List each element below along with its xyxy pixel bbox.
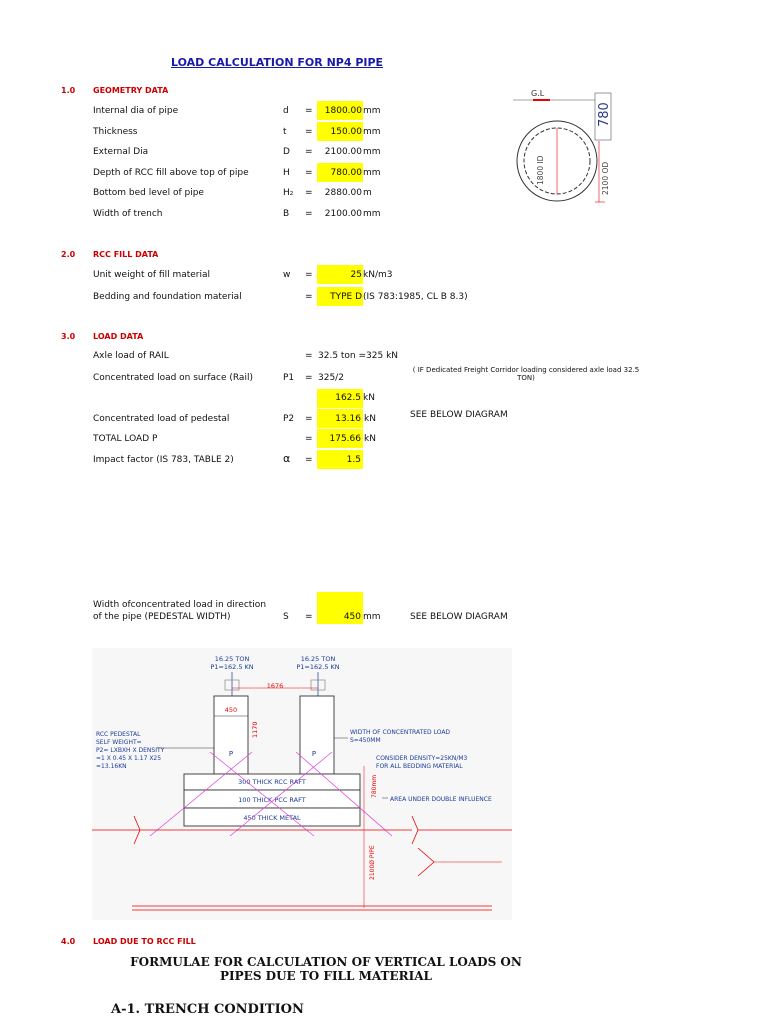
internal-dia-label: 1800 ID — [536, 155, 545, 185]
row-label: Thickness — [93, 126, 138, 137]
impact-factor-eq: = — [305, 455, 313, 465]
row-symbol: B — [283, 208, 290, 219]
row-label: Internal dia of pipe — [93, 106, 179, 116]
pedestal-note-line5: =13.16KN — [96, 763, 127, 770]
row-label: Width of trench — [93, 208, 163, 219]
row-value: 1800.00 — [324, 106, 362, 116]
conc-load-value: 325/2 — [318, 373, 344, 383]
row-label: Unit weight of fill material — [93, 270, 211, 280]
width-value: 450 — [343, 612, 361, 622]
see-below-note: SEE BELOW DIAGRAM — [410, 410, 508, 420]
section-heading: RCC FILL DATA — [93, 250, 159, 259]
section-heading: GEOMETRY DATA — [93, 86, 169, 95]
load-p-right: P — [311, 750, 317, 758]
row-unit: kN/m3 — [363, 270, 393, 280]
row-symbol: d — [283, 106, 289, 116]
row-equals: = — [305, 106, 313, 116]
width-unit: mm — [363, 612, 381, 622]
pipe-section-sketch — [505, 85, 625, 210]
row-equals: = — [305, 167, 313, 178]
row-equals: = — [305, 208, 313, 219]
pedestal-note-line2: SELF WEIGHT= — [96, 739, 142, 746]
row-value: 150.00 — [330, 126, 362, 137]
row-value: 780.00 — [330, 167, 362, 178]
row-label: Bedding and foundation material — [93, 291, 242, 302]
dfc-note: ( IF Dedicated Freight Corridor loading considered axle load 32.5 TON) — [412, 366, 640, 382]
layer-rcc-raft: 300 THICK RCC RAFT — [238, 778, 306, 786]
conc-load-symbol: P1 — [283, 373, 295, 383]
left-load-line2: P1=162.5 KN — [210, 663, 254, 671]
pedestal-load-symbol: P2 — [283, 414, 295, 424]
row-symbol: w — [283, 270, 291, 280]
depth-label: 780 — [597, 102, 612, 127]
width-label-line1: Width ofconcentrated load in direction — [93, 600, 267, 610]
section-number: 1.0 — [61, 86, 76, 95]
right-load-line1: 16.25 TON — [300, 655, 336, 663]
pedestal-width-dim: 450 — [224, 706, 238, 714]
width-label-line2: of the pipe (PEDESTAL WIDTH) — [93, 612, 231, 622]
row-unit: mm — [363, 106, 381, 116]
pedestal-note-line3: P2= LXBXH X DENSITY — [96, 747, 165, 754]
density-note-line1: CONSIDER DENSITY=25KN/M3 — [376, 755, 468, 762]
pedestal-load-value: 13.16 — [335, 414, 361, 424]
section-heading: LOAD DATA — [93, 332, 144, 341]
row-label: External Dia — [93, 147, 149, 157]
impact-factor-symbol: α — [283, 452, 291, 465]
row-unit: m — [363, 188, 372, 198]
axle-load-value: 32.5 ton =325 kN — [318, 351, 399, 361]
section-number: 2.0 — [61, 250, 76, 259]
section-number: 4.0 — [61, 937, 76, 946]
impact-factor-value: 1.5 — [346, 455, 361, 465]
row-label: Depth of RCC fill above top of pipe — [93, 167, 249, 178]
row-equals: = — [305, 291, 313, 302]
depth-dim: 780mm — [371, 774, 378, 798]
pedestal-note-line4: =1 X 0.45 X 1.17 X25 — [96, 755, 162, 762]
pedestal-load-label: Concentrated load of pedestal — [93, 414, 230, 424]
width-symbol: S — [283, 612, 289, 622]
formula-heading: FORMULAE FOR CALCULATION OF VERTICAL LOADS ON PIPES DUE TO FILL MATERIAL — [130, 955, 522, 983]
spacing-dim: 1676 — [266, 682, 284, 690]
density-note-line2: FOR ALL BEDDING MATERIAL — [376, 763, 463, 770]
trench-heading: A-1. TRENCH CONDITION — [111, 1002, 304, 1017]
conc-load-label: Concentrated load on surface (Rail) — [93, 373, 253, 383]
impact-factor-label: Impact factor (IS 783, TABLE 2) — [93, 455, 234, 465]
row-equals: = — [305, 270, 313, 280]
load-p-left: P — [228, 750, 234, 758]
width-note-line1: WIDTH OF CONCENTRATED LOAD — [350, 729, 451, 736]
row-value: 2100.00 — [324, 208, 362, 219]
row-equals: = — [305, 147, 313, 157]
layer-metal: 450 THICK METAL — [243, 814, 301, 822]
page-title: LOAD CALCULATION FOR NP4 PIPE — [171, 56, 384, 69]
total-load-label: TOTAL LOAD P — [93, 434, 158, 444]
row-unit: mm — [363, 167, 381, 178]
external-dia-label: 2100 OD — [601, 161, 610, 195]
width-eq: = — [305, 612, 313, 622]
double-influence-note: AREA UNDER DOUBLE INFLUENCE — [390, 796, 492, 803]
p1-unit: kN — [363, 393, 375, 403]
width-note-line2: S=450MM — [350, 737, 381, 744]
axle-load-eq: = — [305, 351, 313, 361]
row-symbol: D — [283, 147, 290, 157]
row-value: 2880.00 — [324, 188, 362, 198]
pedestal-load-eq: = — [305, 414, 313, 424]
total-load-eq: = — [305, 434, 313, 444]
pedestal-height-dim: 1170 — [251, 721, 259, 738]
row-equals: = — [305, 126, 313, 137]
pedestal-load-unit: kN — [364, 414, 376, 424]
layer-pcc-raft: 100 THICK PCC RAFT — [238, 796, 306, 804]
row-symbol: H₂ — [283, 188, 294, 198]
row-equals: = — [305, 188, 313, 198]
total-load-value: 175.66 — [329, 434, 361, 444]
see-below-note: SEE BELOW DIAGRAM — [410, 612, 508, 622]
pedestal-note-line1: RCC PEDESTAL — [96, 731, 141, 738]
row-unit: (IS 783:1985, CL B 8.3) — [363, 291, 468, 302]
row-unit: mm — [363, 208, 381, 219]
section-heading: LOAD DUE TO RCC FILL — [93, 937, 196, 946]
row-value: 2100.00 — [324, 147, 362, 157]
row-value: 25 — [350, 270, 362, 280]
section-number: 3.0 — [61, 332, 76, 341]
row-unit: mm — [363, 147, 381, 157]
pipe-dim: 2100Ø PIPE — [369, 845, 376, 880]
ground-level-label: G.L — [531, 89, 545, 98]
row-unit: mm — [363, 126, 381, 137]
conc-load-eq: = — [305, 373, 313, 383]
pedestal-section-drawing — [92, 648, 512, 920]
row-label: Bottom bed level of pipe — [93, 188, 204, 198]
row-symbol: t — [283, 126, 287, 137]
axle-load-label: Axle load of RAIL — [93, 351, 169, 361]
right-load-line2: P1=162.5 KN — [296, 663, 340, 671]
p1-value: 162.5 — [335, 393, 361, 403]
row-symbol: H — [283, 167, 290, 178]
row-value: TYPE D — [330, 291, 362, 302]
left-load-line1: 16.25 TON — [214, 655, 250, 663]
total-load-unit: kN — [364, 434, 376, 444]
